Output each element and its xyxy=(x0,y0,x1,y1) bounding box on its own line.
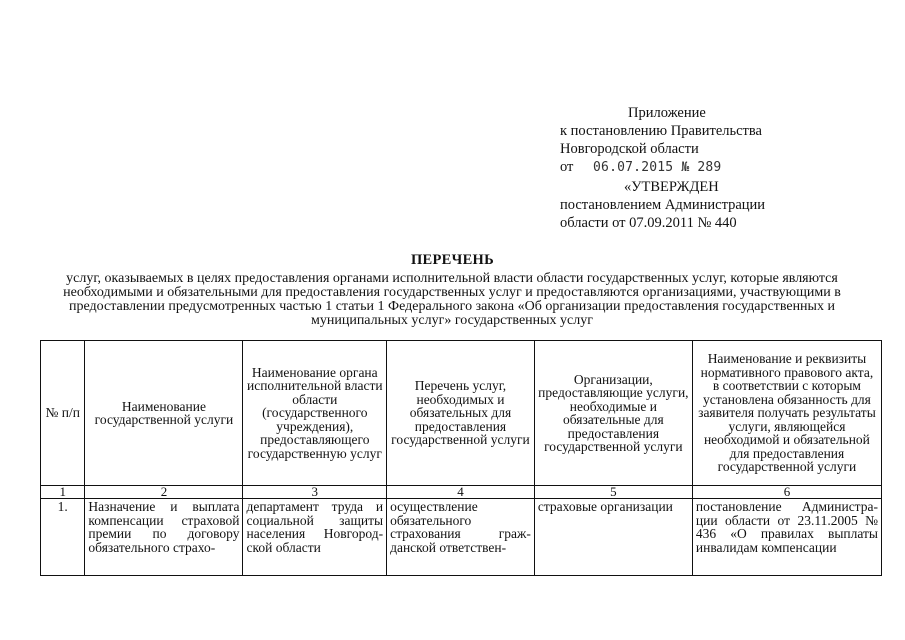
row-organizations: страховые организации xyxy=(534,499,692,576)
column-number-row xyxy=(41,486,882,499)
table-header-row xyxy=(41,341,882,486)
column-number: 6 xyxy=(692,486,881,499)
row-number: 1. xyxy=(41,499,85,576)
header-col-2: Наименование государственной услуги xyxy=(85,341,243,486)
appendix-block xyxy=(560,104,762,177)
row-service: Назначение и выплата компенсации страховой премии по договору обязательного страхо- xyxy=(85,499,243,576)
table-row xyxy=(41,499,882,576)
header-col-3: Наименование органа исполнительной власти области (государственного учреждения), предоставляющего государственную услуг xyxy=(243,341,387,486)
approved-block xyxy=(560,178,765,232)
header-col-6: Наименование и реквизиты нормативного правового акта, в соответствии с которым установлена обязанность для заявителя получать результаты услуги, являющейся необходимой и обязательной для предоставления государственной услуги xyxy=(692,341,881,486)
appendix-region: Новгородской области xyxy=(560,141,699,157)
document-title: ПЕРЕЧЕНЬ xyxy=(410,252,495,268)
header-col-5: Организации, предоставляющие услуги, необходимые и обязательные для предоставления государственной услуги xyxy=(534,341,692,486)
appendix-resolution: к постановлению Правительства xyxy=(560,123,762,139)
row-legal-act: постановление Администра-ции области от 23.11.2005 № 436 «О правилах выплаты инвалидам компенсации xyxy=(692,499,881,576)
approved-title: «УТВЕРЖДЕН xyxy=(624,179,719,195)
approved-by: постановлением Администрации xyxy=(560,197,766,213)
column-number: 2 xyxy=(85,486,243,499)
appendix-date-row xyxy=(560,158,762,177)
column-number: 5 xyxy=(534,486,692,499)
header-col-1: № п/п xyxy=(41,341,85,486)
appendix-date-prefix: от xyxy=(560,159,574,175)
row-required-services: осуществление обязательного страхования граж-данской ответствен- xyxy=(387,499,535,576)
column-number: 4 xyxy=(387,486,535,499)
document-subtitle: услуг, оказываемых в целях предоставления органами исполнительной власти области государственных услуг, которые являются необходимыми и обязательными для предоставления государственных услуг и предоставляются организациями, участвующими в предоставлении предусмотренных частью 1 статьи 1 Федерального закона «Об организации предоставления государственных и муниципальных услуг» государственных услуг xyxy=(63,271,841,328)
row-authority: департамент труда и социальной защиты населения Новгород-ской области xyxy=(243,499,387,576)
column-number: 1 xyxy=(41,486,85,499)
appendix-title: Приложение xyxy=(628,105,706,121)
approved-date: области от 07.09.2011 № 440 xyxy=(560,215,737,231)
services-table xyxy=(40,340,882,576)
header-col-4: Перечень услуг, необходимых и обязательных для предоставления государственной услуги xyxy=(387,341,535,486)
appendix-date-value: 06.07.2015 № 289 xyxy=(593,160,722,175)
column-number: 3 xyxy=(243,486,387,499)
